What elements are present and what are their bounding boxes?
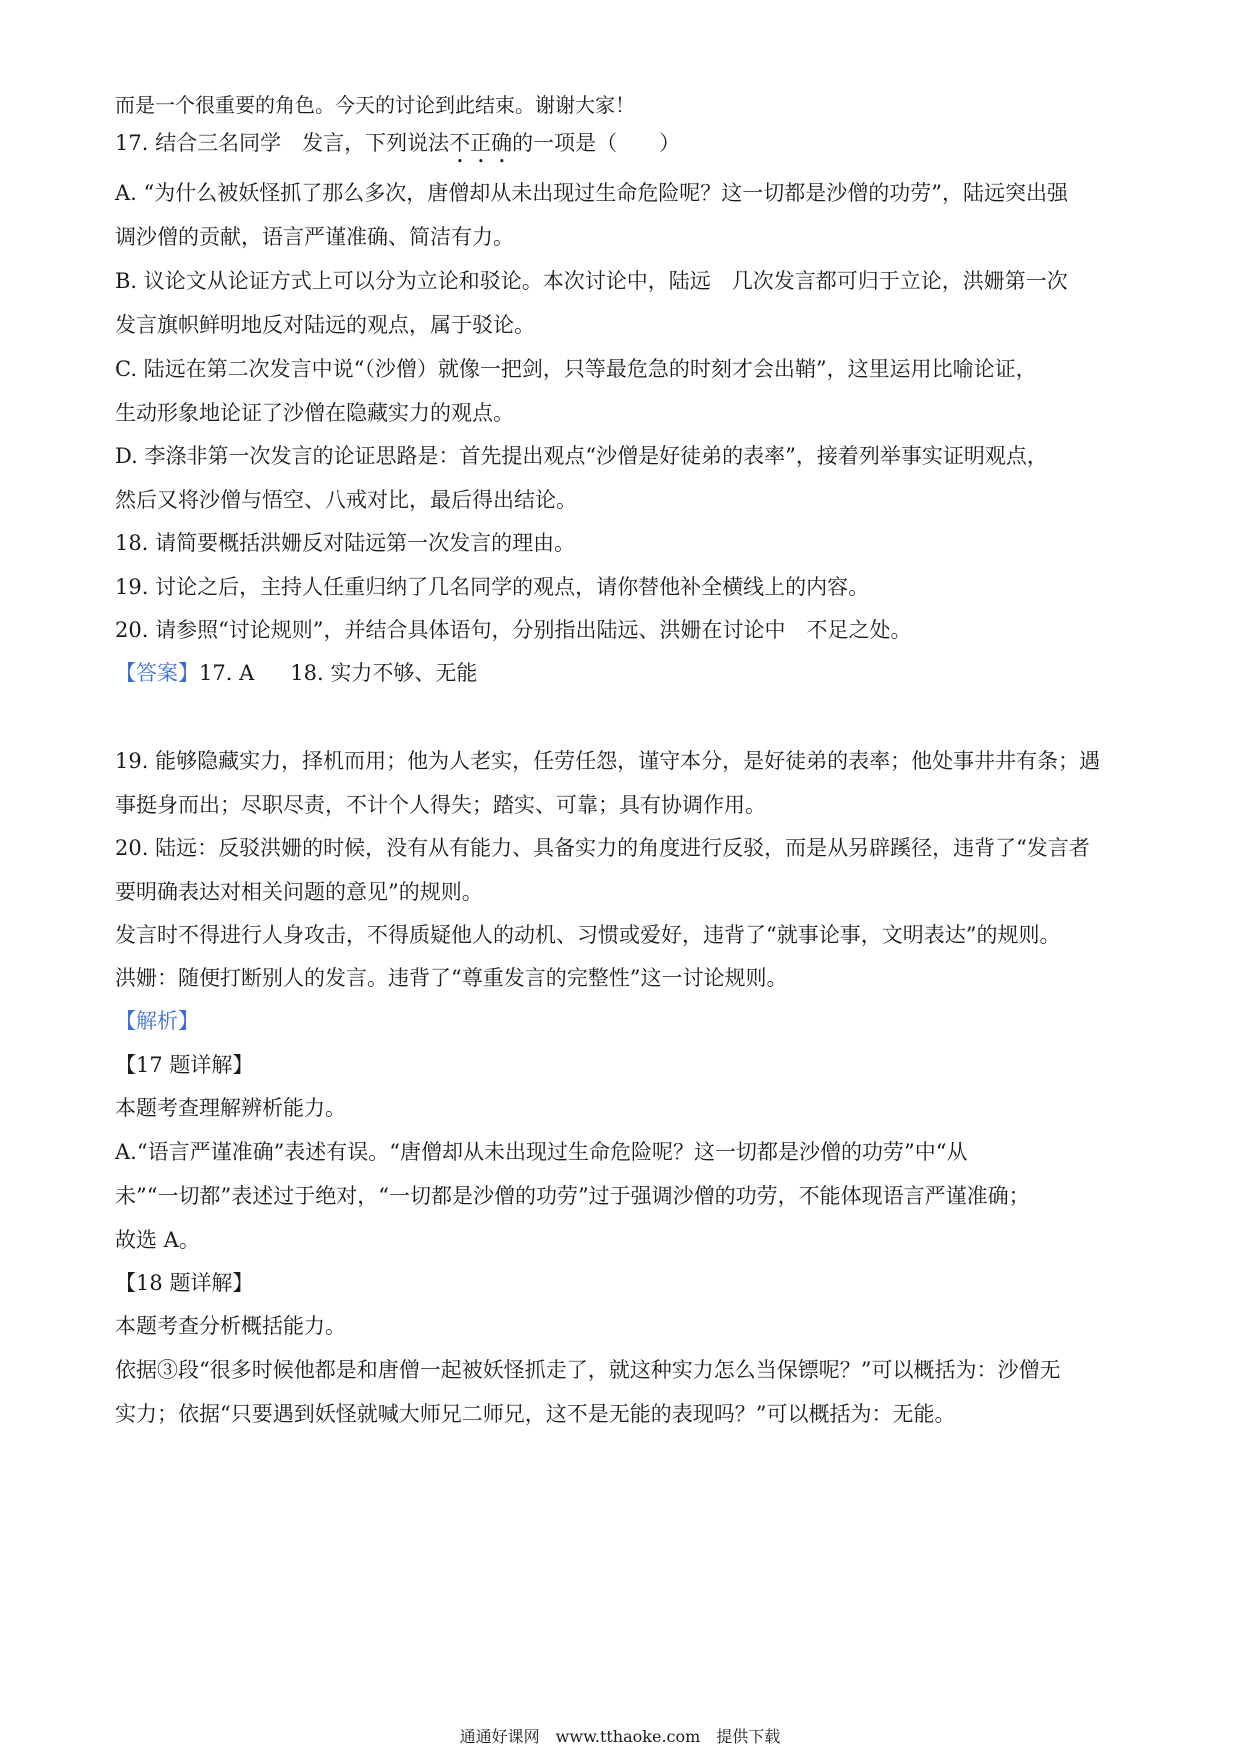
answer-19-line2: 事挺身而出；尽职尽责，不计个人得失；踏实、可靠；具有协调作用。: [115, 793, 766, 817]
answer-20-line3: 发言时不得进行人身攻击，不得质疑他人的动机、习惯或爱好，违背了“就事论事，文明表达”的规则。: [115, 923, 1061, 947]
q20-stem: 20. 请参照“讨论规则”，并结合具体语句，分别指出陆远、洪姗在讨论中 不足之处。: [115, 618, 912, 642]
answer-line: [115, 658, 1135, 688]
q17-option-c-line2: 生动形象地论证了沙僧在隐藏实力的观点。: [115, 401, 514, 425]
answer-20-line2: 要明确表达对相关问题的意见”的规则。: [115, 880, 483, 904]
analysis-17-p2: A.“语言严谨准确”表述有误。“唐僧却从未出现过生命危险呢？这一切都是沙僧的功劳”中“从: [115, 1140, 968, 1164]
answer-20-line4: 洪姗：随便打断别人的发言。违背了“尊重发言的完整性”这一讨论规则。: [115, 966, 788, 990]
answer-20-line1: 20. 陆远：反驳洪姗的时候，没有从有能力、具备实力的角度进行反驳，而是从另辟蹊径，违背了“发言者: [115, 836, 1090, 860]
q17-option-b-line2: 发言旗帜鲜明地反对陆远的观点，属于驳论。: [115, 313, 535, 337]
analysis-17-p4: 故选 A。: [115, 1228, 200, 1252]
analysis-18-p2: 依据③段“很多时候他都是和唐僧一起被妖怪抓走了，就这种实力怎么当保镖呢？”可以概括为：沙僧无: [115, 1358, 1061, 1382]
analysis-17-p3: 未”“一切都”表述过于绝对，“一切都是沙僧的功劳”过于强调沙僧的功劳，不能体现语言严谨准确；: [115, 1184, 1030, 1208]
passage-end: 而是一个很重要的角色。今天的讨论到此结束。谢谢大家！: [115, 93, 635, 117]
q17-option-b-line1: B. 议论文从论证方式上可以分为立论和驳论。本次讨论中，陆远 几次发言都可归于立论，洪姗第一次: [115, 269, 1068, 293]
q17-stem-pre: 17. 结合三名同学 发言，下列说法: [115, 131, 450, 155]
answer-17: 17. A: [199, 661, 255, 685]
analysis-label: 【解析】: [115, 1009, 199, 1033]
q17-stem: [115, 128, 1135, 168]
analysis-18-heading: 【18 题详解】: [115, 1271, 254, 1295]
answer-18: 18. 实力不够、无能: [290, 661, 478, 685]
q17-option-a-line2: 调沙僧的贡献，语言严谨准确、简洁有力。: [115, 225, 514, 249]
q17-option-a-line1: A. “为什么被妖怪抓了那么多次，唐僧却从未出现过生命危险呢？这一切都是沙僧的功劳”，陆远突出强: [115, 181, 1068, 205]
answer-label: 【答案】: [115, 661, 199, 685]
q19-stem: 19. 讨论之后，主持人任重归纳了几名同学的观点，请你替他补全横线上的内容。: [115, 575, 870, 599]
analysis-18-p1: 本题考查分析概括能力。: [115, 1314, 346, 1338]
q17-option-c-line1: C. 陆远在第二次发言中说“（沙僧）就像一把剑，只等最危急的时刻才会出鞘”，这里运用比喻论证，: [115, 357, 1037, 381]
q17-stem-emph: 不正确: [449, 131, 513, 155]
analysis-17-p1: 本题考查理解辨析能力。: [115, 1096, 346, 1120]
analysis-18-p3: 实力；依据“只要遇到妖怪就喊大师兄二师兄，这不是无能的表现吗？”可以概括为：无能。: [115, 1402, 956, 1426]
q17-option-d-line2: 然后又将沙僧与悟空、八戒对比，最后得出结论。: [115, 488, 577, 512]
analysis-17-heading: 【17 题详解】: [115, 1053, 254, 1077]
q17-stem-post: 的一项是（ ）: [512, 131, 681, 155]
footer-watermark: 通通好课网 www.tthaoke.com 提供下载: [459, 1727, 781, 1746]
q18-stem: 18. 请简要概括洪姗反对陆远第一次发言的理由。: [115, 531, 576, 555]
answer-19-line1: 19. 能够隐藏实力，择机而用；他为人老实，任劳任怨，谨守本分，是好徒弟的表率；他处事井井有条；遇: [115, 749, 1101, 773]
q17-option-d-line1: D. 李涤非第一次发言的论证思路是：首先提出观点“沙僧是好徒弟的表率”，接着列举事实证明观点，: [115, 444, 1048, 468]
